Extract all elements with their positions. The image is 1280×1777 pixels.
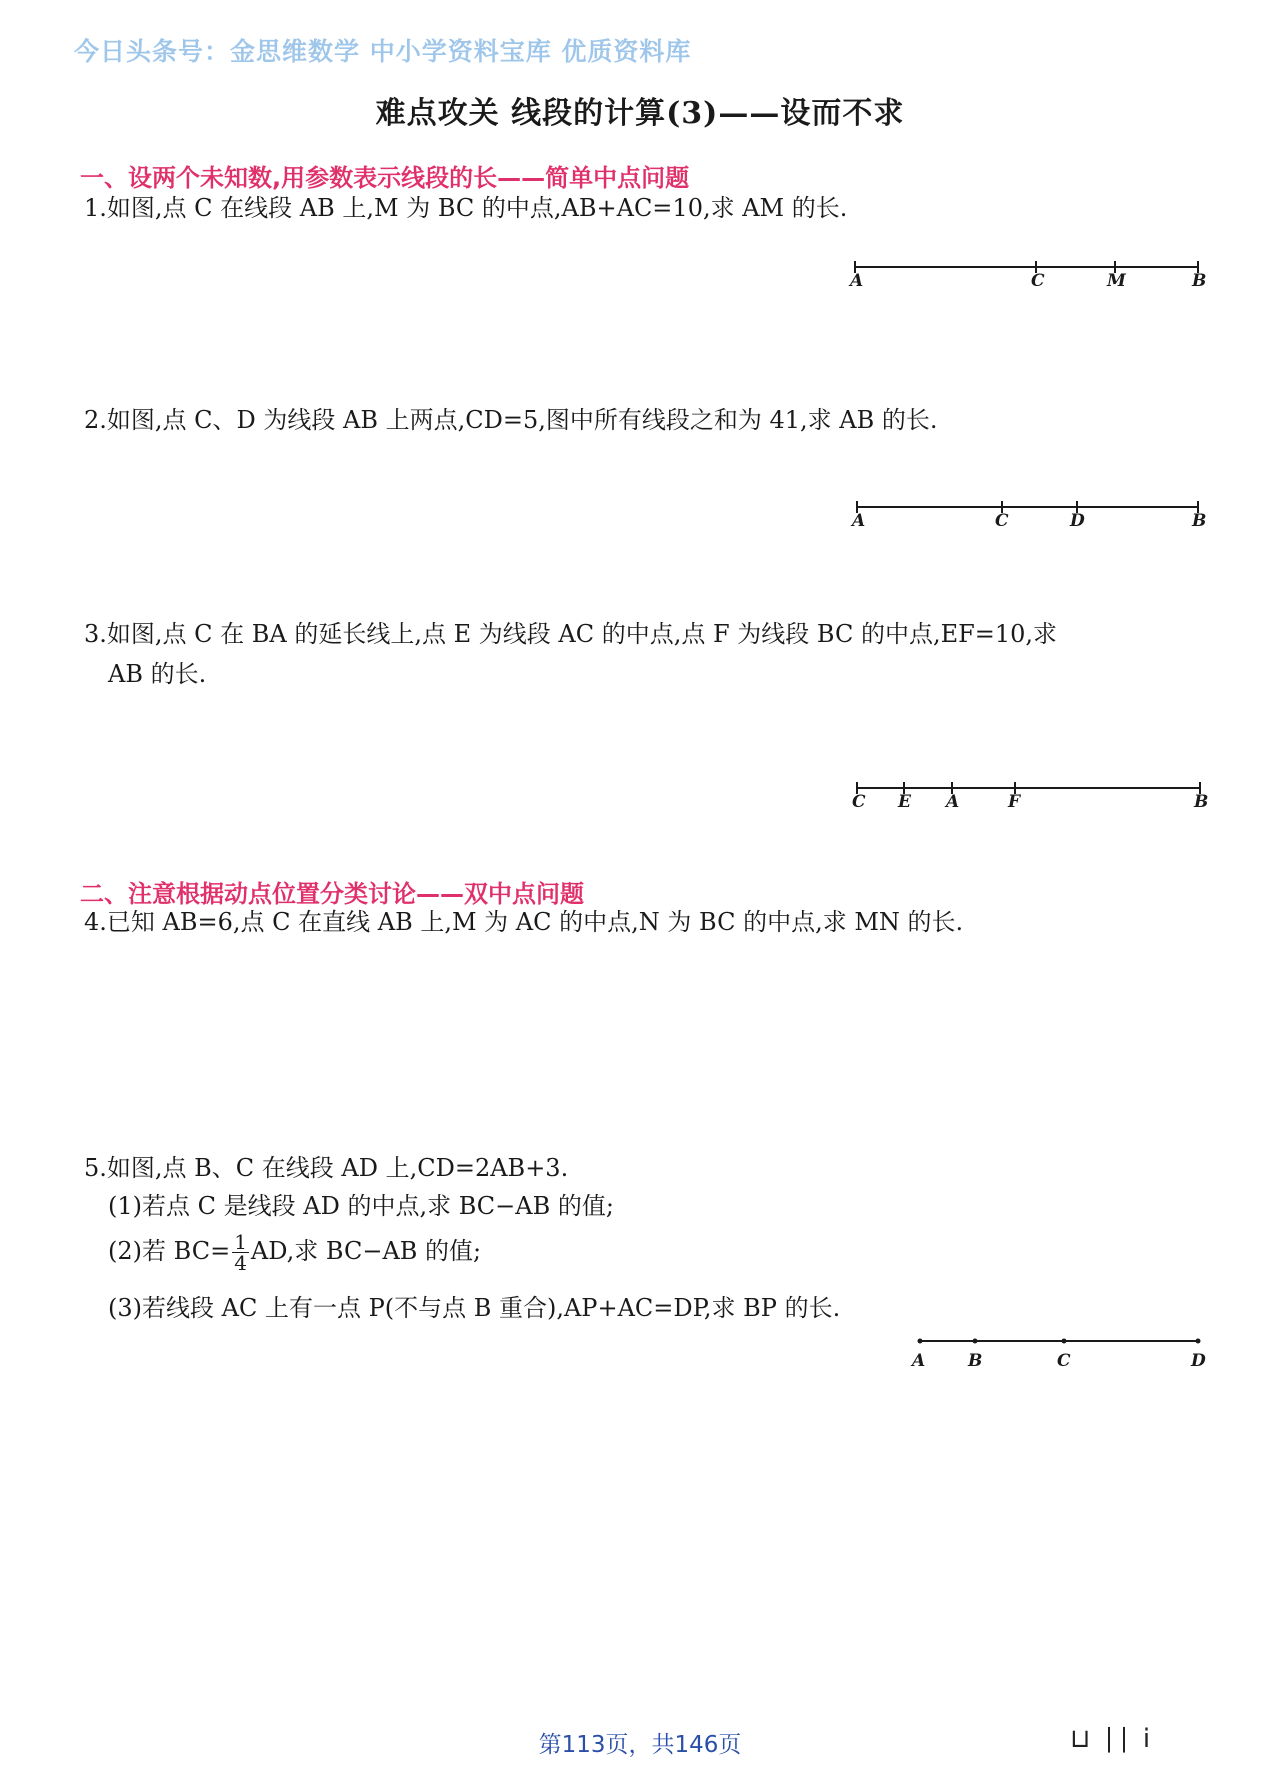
question-5-part-2-prefix: (2)若 BC= <box>108 1237 231 1265</box>
figure-1 <box>848 261 1206 291</box>
question-5-part-3: (3)若线段 AC 上有一点 P(不与点 B 重合),AP+AC=DP,求 BP 的长. <box>108 1294 841 1322</box>
page-footer: 第113页，共146页 <box>538 1732 742 1758</box>
figure-5-point-b <box>973 1339 978 1344</box>
figure-2-label-b: B <box>1192 511 1207 531</box>
fraction-numerator: 1 <box>234 1230 247 1254</box>
figure-1-label-m: M <box>1107 271 1126 291</box>
question-5-part-1: (1)若点 C 是线段 AD 的中点,求 BC−AB 的值; <box>108 1192 614 1220</box>
figure-3-label-b: B <box>1194 792 1209 812</box>
figure-3-label-e: E <box>898 792 911 812</box>
figure-1-label-c: C <box>1031 271 1045 291</box>
fraction-denominator: 4 <box>234 1251 247 1275</box>
figure-2 <box>850 501 1206 531</box>
figure-3 <box>852 782 1208 812</box>
figure-1-label-b: B <box>1192 271 1207 291</box>
figure-3-label-a: A <box>946 792 960 812</box>
figure-2-label-d: D <box>1070 511 1085 531</box>
question-4: 4.已知 AB=6,点 C 在直线 AB 上,M 为 AC 的中点,N 为 BC 的中点,求 MN 的长. <box>84 908 964 936</box>
section-1-heading: 一、设两个未知数,用参数表示线段的长——简单中点问题 <box>80 164 690 192</box>
question-3-line-2: AB 的长. <box>108 660 207 688</box>
question-5-part-2-suffix: AD,求 BC−AB 的值; <box>250 1237 482 1265</box>
figure-5-label-d: D <box>1191 1351 1206 1371</box>
figure-5-point-c <box>1062 1339 1067 1344</box>
figure-5 <box>910 1339 1206 1372</box>
figure-5-label-b: B <box>968 1351 983 1371</box>
figure-5-point-d <box>1196 1339 1201 1344</box>
figure-3-label-c: C <box>852 792 866 812</box>
figure-2-label-a: A <box>852 511 866 531</box>
figure-5-label-a: A <box>912 1351 926 1371</box>
question-2: 2.如图,点 C、D 为线段 AB 上两点,CD=5,图中所有线段之和为 41,求 AB 的长. <box>84 406 938 434</box>
figure-3-label-f: F <box>1008 792 1021 812</box>
page-title: 难点攻关 线段的计算(3)——设而不求 <box>375 96 905 131</box>
section-2-heading: 二、注意根据动点位置分类讨论——双中点问题 <box>80 880 584 908</box>
question-1: 1.如图,点 C 在线段 AB 上,M 为 BC 的中点,AB+AC=10,求 AM 的长. <box>84 194 848 222</box>
question-5: 5.如图,点 B、C 在线段 AD 上,CD=2AB+3. <box>84 1154 569 1182</box>
figure-5-point-a <box>918 1339 923 1344</box>
watermark: 今日头条号：金思维数学 中小学资料宝库 优质资料库 <box>74 37 692 66</box>
figure-5-label-c: C <box>1057 1351 1071 1371</box>
figure-1-label-a: A <box>850 271 864 291</box>
figure-2-label-c: C <box>995 511 1009 531</box>
question-3-line-1: 3.如图,点 C 在 BA 的延长线上,点 E 为线段 AC 的中点,点 F 为线段 BC 的中点,EF=10,求 <box>84 620 1058 648</box>
corner-marks: ⊔ ∣∣ ⅰ <box>1070 1724 1153 1754</box>
